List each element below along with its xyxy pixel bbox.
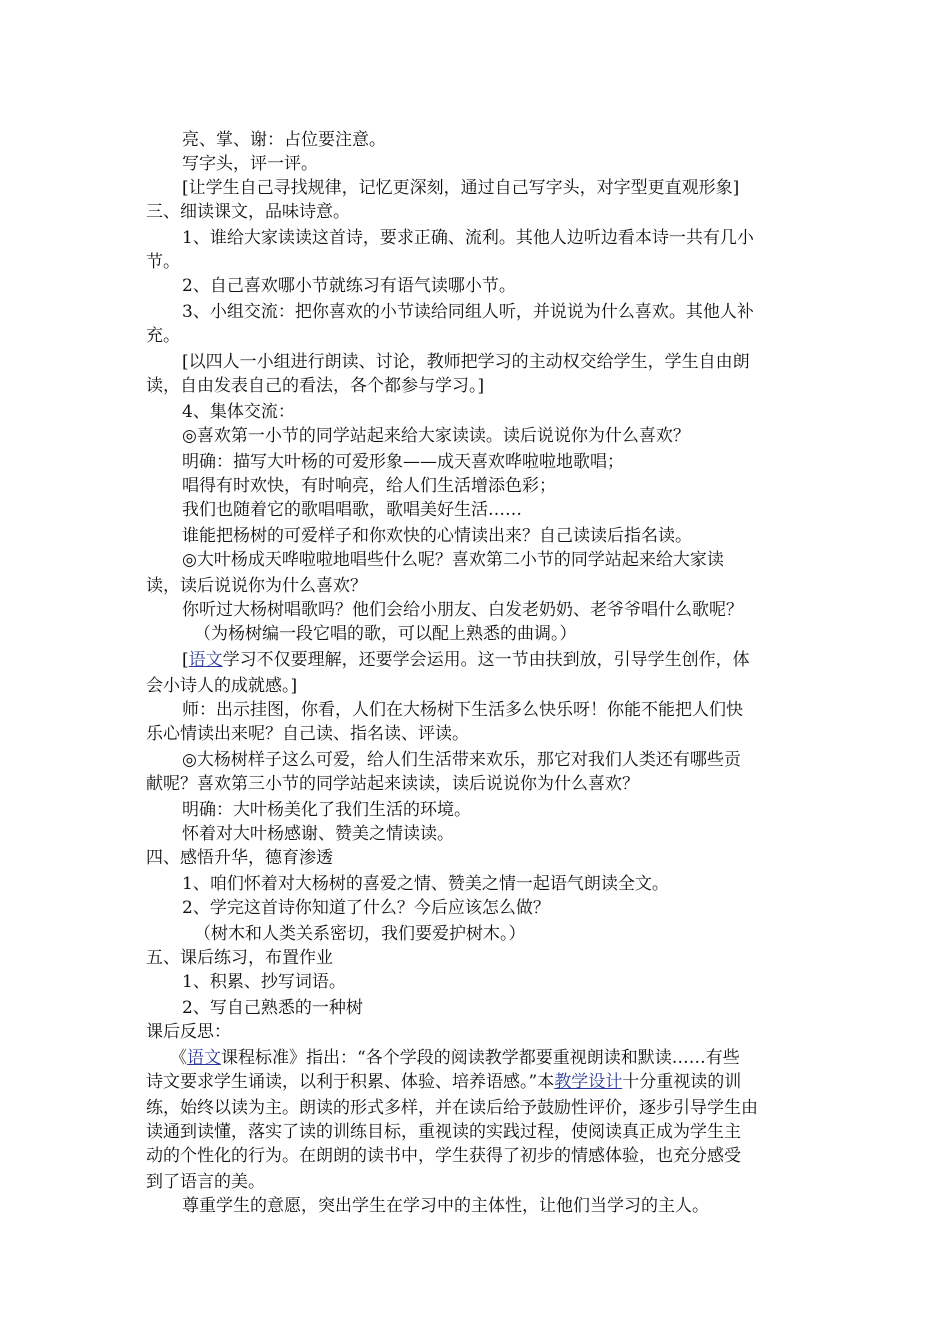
text-line: 动的个性化的行为。在朗朗的读书中，学生获得了初步的情感体验，也充分感受 bbox=[146, 1146, 741, 1166]
text-line: 到了语言的美。 bbox=[146, 1172, 265, 1192]
text-line: 练，始终以读为主。朗读的形式多样，并在读后给予鼓励性评价，逐步引导学生由 bbox=[146, 1098, 758, 1118]
text-line: 尊重学生的意愿，突出学生在学习中的主体性，让他们当学习的主人。 bbox=[182, 1196, 709, 1216]
text-line: 我们也随着它的歌唱唱歌，歌唱美好生活…… bbox=[182, 500, 522, 520]
text-line: 节。 bbox=[146, 252, 180, 272]
text-line: 读通到读懂，落实了读的训练目标，重视读的实践过程，使阅读真正成为学生主 bbox=[146, 1122, 741, 1142]
text-line: （树木和人类关系密切，我们要爱护树木。） bbox=[194, 924, 526, 944]
text-line: ◎大叶杨成天哗啦啦地唱些什么呢？喜欢第二小节的同学站起来给大家读 bbox=[182, 550, 724, 570]
text-line: 2、写自己熟悉的一种树 bbox=[182, 998, 363, 1018]
text-line: 充。 bbox=[146, 326, 180, 346]
yuwen-link[interactable]: 语文 bbox=[188, 650, 223, 670]
text-line: 会小诗人的成就感。] bbox=[146, 676, 298, 696]
text-line: 2、学完这首诗你知道了什么？今后应该怎么做？ bbox=[182, 898, 550, 918]
text-line: 1、谁给大家读读这首诗，要求正确、流利。其他人边听边看本诗一共有几小 bbox=[182, 228, 754, 248]
text-line: 唱得有时欢快，有时响亮，给人们生活增添色彩； bbox=[182, 476, 556, 496]
text-line: 亮、掌、谢：占位要注意。 bbox=[182, 130, 386, 150]
text-line: [语文学习不仅要理解，还要学会运用。这一节由扶到放，引导学生创作，体 bbox=[182, 650, 750, 670]
text-line: 献呢？喜欢第三小节的同学站起来读读，读后说说你为什么喜欢？ bbox=[146, 774, 639, 794]
text-line: 师：出示挂图，你看，人们在大杨树下生活多么快乐呀！你能不能把人们快 bbox=[182, 700, 743, 720]
yuwen-link[interactable]: 语文 bbox=[187, 1048, 221, 1068]
text-line: 《语文课程标准》指出：“各个学段的阅读教学都要重视朗读和默读……有些 bbox=[170, 1048, 740, 1068]
text-line: 1、积累、抄写词语。 bbox=[182, 972, 346, 992]
text-line: 读，读后说说你为什么喜欢？ bbox=[146, 576, 367, 596]
text-line: 怀着对大叶杨感谢、赞美之情读读。 bbox=[182, 824, 454, 844]
text-line: 诗文要求学生诵读，以利于积累、体验、培养语感。”本教学设计十分重视读的训 bbox=[146, 1072, 742, 1092]
text-line: [以四人一小组进行朗读、讨论，教师把学习的主动权交给学生，学生自由朗 bbox=[182, 352, 750, 372]
text-line: 2、自己喜欢哪小节就练习有语气读哪小节。 bbox=[182, 276, 516, 296]
teaching-design-link[interactable]: 教学设计 bbox=[554, 1072, 623, 1092]
section-heading: 四、感悟升华，德育渗透 bbox=[146, 848, 333, 868]
section-heading: 课后反思： bbox=[146, 1022, 231, 1042]
section-heading: 五、课后练习，布置作业 bbox=[146, 948, 333, 968]
text-line: 1、咱们怀着对大杨树的喜爱之情、赞美之情一起语气朗读全文。 bbox=[182, 874, 669, 894]
text-line: （为杨树编一段它唱的歌，可以配上熟悉的曲调。） bbox=[194, 624, 577, 644]
text-line: 乐心情读出来呢？自己读、指名读、评读。 bbox=[146, 724, 469, 744]
text-line: [让学生自己寻找规律，记忆更深刻，通过自己写字头，对字型更直观形象] bbox=[182, 178, 740, 198]
text-line: 4、集体交流： bbox=[182, 402, 295, 422]
text-line: ◎喜欢第一小节的同学站起来给大家读读。读后说说你为什么喜欢？ bbox=[182, 426, 690, 446]
text-line: 你听过大杨树唱歌吗？他们会给小朋友、白发老奶奶、老爷爷唱什么歌呢？ bbox=[182, 600, 743, 620]
text-line: 3、小组交流：把你喜欢的小节读给同组人听，并说说为什么喜欢。其他人补 bbox=[182, 302, 754, 322]
text-line: ◎大杨树样子这么可爱，给人们生活带来欢乐，那它对我们人类还有哪些贡 bbox=[182, 750, 741, 770]
section-heading: 三、细读课文，品味诗意。 bbox=[146, 202, 350, 222]
text-line: 明确：大叶杨美化了我们生活的环境。 bbox=[182, 800, 471, 820]
text-line: 明确：描写大叶杨的可爱形象——成天喜欢哗啦啦地歌唱； bbox=[182, 452, 624, 472]
text-line: 谁能把杨树的可爱样子和你欢快的心情读出来？自己读读后指名读。 bbox=[182, 526, 692, 546]
text-line: 写字头，评一评。 bbox=[182, 154, 318, 174]
text-line: 读，自由发表自己的看法，各个都参与学习。] bbox=[146, 376, 485, 396]
